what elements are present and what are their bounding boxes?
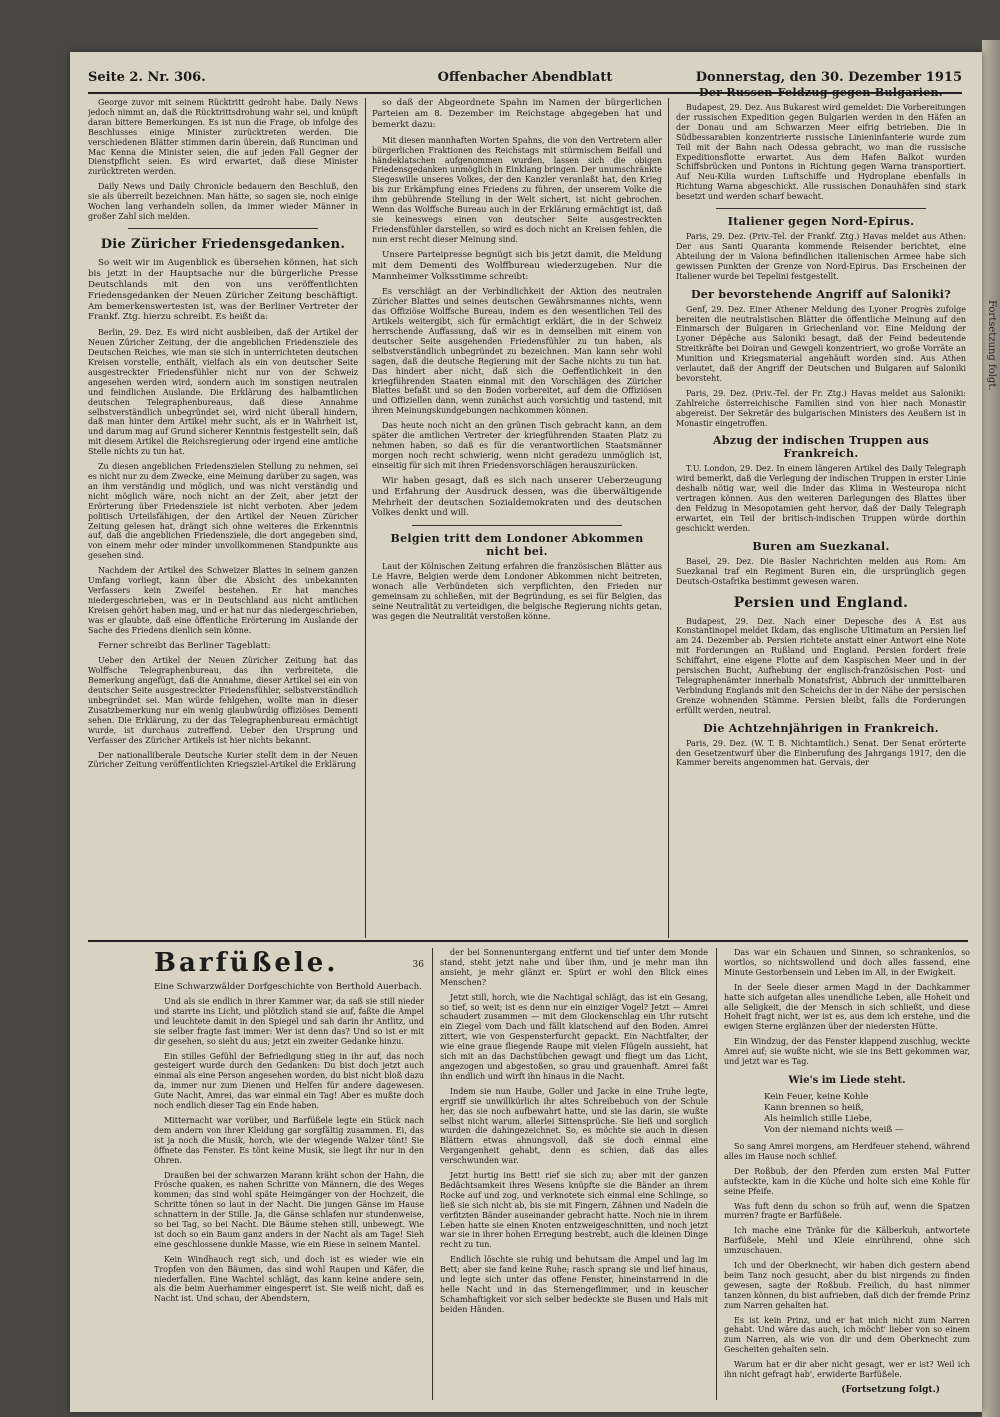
adjacent-page-edge [982, 40, 1000, 1417]
installment-number: 36 [412, 960, 424, 970]
article-text: Das heute noch nicht an den grünen Tisch gebracht kann, an dem später die amtlichen Vertreter der kriegführenden Staaten Platz zu nehmen haben, so daß es für die verantwortlichen Staatsmänner morgen noch recht schwierig, wenn nicht geradezu unmöglich ist, einseitig für sich mit ihren Friedensvorschlägen herauszurücken. [372, 421, 662, 470]
article-text: Genf, 29. Dez. Einer Athener Meldung des Lyoner Progrès zufolge bereiten die neutralstischen Blätter die öffentliche Meinung auf den Einmarsch der Bulgaren in Griechenland vor. Eine Meldung der Lyoner Dépêche aus Saloniki besagt, daß der Feind bedeutende Streitkräfte bei Doiran und Gewgeli konzentriert, wo große Vorräte an Munition und Kriegsmaterial angehäuft worden sind. Aus Athen verlautet, daß der Angriff der Deutschen und Bulgaren auf Saloniki bevorsteht. [676, 304, 966, 383]
article-text: Ueber den Artikel der Neuen Züricher Zeitung hat das Wolffsche Telegraphenbureau, das ihn verbreitete, die Bemerkung angefügt, daß die Annahme, dieser Artikel sei ein von deutscher Seite ausgestreckter Friedensfühler, selbstverständlich unbegründet sei. Man würde fehlgehen, wollte man in dieser Zusatzbemerkung nur ein wenig glaubwürdig offiziöses Dementi sehen. Die Erklärung, zu der das Telegraphenbureau ermächtigt wurde, ist durchaus zutreffend. Ueber den Ursprung und Verfasser des Züricher Artikels ist hier nichts bekannt. [88, 656, 358, 745]
article-text: Berlin, 29. Dez. Es wird nicht ausbleiben, daß der Artikel der Neuen Züricher Zeitung, der die angeblichen Friedensziele des Deutschen Reiches, wie man sie sich in unterrichteten deutschen Kreisen vorstelle, enthält, vielfach als ein von deutscher Seite ausgestreckter Friedensfühler nicht nur von der Schweiz angesehen werden wird, sondern auch im sonstigen neutralen und feindlichen Auslande. Die Erklärung des halbamtlichen deutschen Telegraphenbureaus, daß diese Annahme selbstverständlich unbegründet sei, wird nicht überall hindern, daß man hinter dem Artikel mehr sucht, als er in Wahrheit ist, und darum mag auf Grund sicherer Kenntnis festgestellt sein, daß mit diesem Artikel die Reichsregierung oder irgend eine amtliche Stelle nichts zu tun hat. [88, 328, 358, 457]
column-rule [365, 98, 366, 938]
headline: Belgien tritt dem Londoner Abkommen nicht bei. [390, 532, 644, 559]
column-rule [716, 948, 717, 1400]
column-2 [372, 98, 662, 938]
serial-column-1 [154, 948, 424, 1400]
headline: Die Züricher Friedensgedanken. [100, 236, 346, 252]
poem-title: Wie's im Liede steht. [788, 1074, 906, 1086]
serial-text: Es ist kein Prinz, und er hat mich nicht zum Narren gehabt. Und wäre das auch, ich möcht' lieber von so einem zum Narren, als wie von dir und dem Oberknecht zum Gescheiten gehalten sein. [724, 1315, 970, 1355]
serial-text: In der Seele dieser armen Magd in der Dachkammer hatte sich aufgetan alles unendliche Leben, alle Hoheit und alle Seligkeit, die der Mensch in sich schließt, und diese Hoheit fragt nicht, wer ist es, aus dem ich erstehe, und die ewigen Sterne erglänzen über der niedersten Hütte. [724, 982, 970, 1032]
serial-text: Warum hat er dir aber nicht gesagt, wer er ist? Weil ich ihn nicht gefragt hab', erwiderte Barfüßele. [724, 1360, 970, 1380]
serial-text: der bei Sonnenuntergang entfernt und tief unter dem Monde stand, steht jetzt nahe und über ihm, und je mehr man ihn ansieht, je mehr glänzt er. Spürt er wohl den Blick eines Menschen? [440, 948, 708, 987]
issue-date: Donnerstag, den 30. Dezember 1915 [695, 70, 962, 85]
adjacent-page-text: Fortsetzung folgt. [986, 300, 997, 391]
article-text: T.U. London, 29. Dez. In einem längeren Artikel des Daily Telegraph wird bemerkt, daß die Verlegung der indischen Truppen in erster Linie deshalb nötig war, weil die Inder das Klima in Westeuropa nicht vertragen können. Aus den weiteren Darlegungen des Blattes über den Feldzug in Mesopotamien geht hervor, daß der Daily Telegraph erwartet, ein Teil der britisch-indischen Truppen würde dorthin geschickt werden. [676, 464, 966, 533]
serial-text: Mitternacht war vorüber, und Barfüßele legte ein Stück nach dem andern von ihrer Kleidung gar sorgfältig zusammen. Ei, das ist ja noch die Musik, horch, wie der wiegende Walzer tönt! Sie öffnete das Fenster. Es tönt keine Musik, sie liegt ihr nur in den Ohren. [154, 1115, 424, 1165]
article-text: Daily News und Daily Chronicle bedauern den Beschluß, den sie als überreilt bezeichnen. Man hätte, so sagen sie, noch einige Wochen lang verhandeln sollen, da immer wieder Männer in großer Zahl sich melden. [88, 182, 358, 221]
article-text: Unsere Parteipresse begnügt sich bis jetzt damit, die Meldung mit dem Dementi des Wolffbureau wiederzugeben. Nur die Mannheimer Volksstimme schreibt: [372, 249, 662, 282]
serial-text: Der Roßbub, der den Pferden zum ersten Mal Futter aufsteckte, kam in die Küche und holte sich eine Kohle für seine Pfeife. [724, 1166, 970, 1196]
feuilleton-rule [88, 940, 968, 942]
newspaper-title: Offenbacher Abendblatt [437, 70, 613, 85]
headline: Der Russen-Feldzug gegen Bulgarien. [699, 86, 943, 99]
article-text: Paris, 29. Dez. (Priv.-Tel. der Fr. Ztg.) Havas meldet aus Saloniki: Zahlreiche österreichische Familien sind von hier nach Monastir abgereist. Der Sekretär des bulgarischen Ministers des Aeußern ist in Monastir eingetroffen. [676, 388, 966, 428]
article-text: George zuvor mit seinem Rücktritt gedroht habe. Daily News jedoch nimmt an, daß die Rücktrittsdrohung wahr sei, und knüpft daran bittere Bemerkungen. Es ist nun die Frage, ob infolge des Beschlusses einige Minister zurücktreten werden. Die verschiedenen Blätter stimmen darin überein, daß Runciman und Mac Kenna die Minister seien, die auf jeden Fall Gegner der Dienstpflicht seien. Es wird erwartet, daß diese Minister zurücktreten werden. [88, 98, 358, 177]
article-text: Der nationalliberale Deutsche Kurier stellt dem in der Neuen Züricher Zeitung veröffentlichten Kriegsziel-Artikel die Erklärung [88, 750, 358, 770]
article-text: Budapest, 29. Dez. Aus Bukarest wird gemeldet: Die Vorbereitungen der russischen Expedition gegen Bulgarien werden in den Häfen an der Donau und am Schwarzen Meer eifrig betrieben. Die in Südbessarabien konzentrierte russische Linieninfanterie wurde zum Teil mit der Bahn nach Odessa gebracht, wo man die russische Expeditionsflotte erwartet. Aus dem Hafen Balkot wurden Schiffsbrücken und Pontons in Richtung gegen Warna transportiert. Auf Neu-Kilia wurden Luftschiffe und Hydroplane ebenfalls in Richtung Warna abgeschickt. Alle russischen Donauhäfen sind stark besetzt und werden scharf bewacht. [676, 103, 966, 202]
serial-column-3 [724, 948, 970, 1400]
divider [716, 208, 926, 209]
poem [764, 1092, 970, 1136]
article-text: Budapest, 29. Dez. Nach einer Depesche des A Est aus Konstantinopel meldet Ikdam, das englische Ultimatum an Persien lief am 24. Dezember ab. Persien richtete anstatt einer Antwort eine Note mit Forderungen an Rußland und England. Persien fordert freie Schiffahrt, eine eigene Flotte auf dem Kaspischen Meer und in der persischen Bucht, Aufhebung der englisch-französischen Post- und Telegraphenämter innerhalb Monatsfrist, Abbruch der unmittelbaren Verbindung Englands mit den Scheichs der in der Nähe der persischen Grenze wohnenden Stämme. Persien bleibt, falls die Forderungen erfüllt werden, neutral. [676, 616, 966, 715]
serial-text: Jetzt still, horch, wie die Nachtigal schlägt, das ist ein Gesang, so tief, so weit; ist es denn nur ein einziger Vogel? Jetzt — Amrei schaudert zusammen — mit dem Glockenschlag ein Uhr rutscht ein Ziegel vom Dach und fällt klatschend auf den Boden. Amrei zittert, wie von Gespensterfurcht gepackt. Ein Nachtfalter, der wie eine graue fliegende Raupe mit vielen Flügeln aussieht, hat sich mit an das Dachstübchen gewagt und fliegt um das Licht, angezogen und abgestoßen, so grau und grauenhaft. Amrei faßt ihn endlich und wirft ihn hinaus in die Nacht. [440, 992, 708, 1081]
serial-text: Jetzt hurtig ins Bett! rief sie sich zu; aber mit der ganzen Bedächtsamkeit ihres Wesens knüpfte sie die Bänder an ihrem Rocke auf und zog, und verknotete sich einmal eine Schlinge, so ließ sie sich nicht ab, bis sie mit Fingern, Zähnen und Nadeln die verfitzten Bänder auseinander gebracht hatte. Noch nie in ihrem Leben hatte sie einen Knoten entzweigeschnitten, und noch jetzt war sie in ihrer hohen Erregung bestrebt, auch die kleinen Dinge recht zu tun. [440, 1171, 708, 1250]
serial-column-2 [440, 948, 708, 1400]
serial-text: Ich und der Oberknecht, wir haben dich gestern abend beim Tanz noch gesucht, aber du bist nirgends zu finden gewesen, sagte der Roßbub. Freilich, du hast nimmer tanzen können, du bist aufrieben, daß dich der fremde Prinz zum Narren gehalten hat. [724, 1261, 970, 1310]
serial-text: Was fuft denn du schon so früh auf, wenn die Spatzen murren? fragte er Barfüßele. [724, 1201, 970, 1221]
serial-subtitle: Eine Schwarzwälder Dorfgeschichte von Berthold Auerbach. [154, 982, 422, 992]
serial-text: Indem sie nun Haube, Goller und Jacke in eine Truhe legte, ergriff sie unwillkürlich ihr altes Schreibebuch von der Schule her, das sie noch aufbewahrt hatte, und sie las darin, sie wußte selbst nicht warum, allerlei Sittensprüche. Sie ließ und sorglich wurden die dahingezeichnet. So, es möchte sie auch in diesen Blättern etwas ahnungsvoll, daß sie doch einmal eine Vergangenheit gehabt, denn es schien, daß das alles verschwunden war. [440, 1086, 708, 1166]
article-text: Ferner schreibt das Berliner Tageblatt: [98, 640, 271, 651]
poem-line: Von der niemand nichts weiß — [764, 1124, 904, 1135]
serial-text: Kein Windhauch regt sich, und doch ist es wieder wie ein Tropfen von den Bäumen, das sind wohl Raupen und Käfer, die niederfallen. Eine Wachtel schlägt, das kann keine andere sein, als die beim Auerhammer eingesperrt ist. Sie weiß nicht, daß es Nacht ist. Und schau, der Abendstern, [154, 1254, 424, 1304]
page-number: Seite 2. Nr. 306. [88, 70, 206, 85]
column-rule [668, 98, 669, 938]
serial-text: Und als sie endlich in ihrer Kammer war, da saß sie still nieder und starrte ins Licht, und plötzlich stand sie auf, faßte die Ampel und leuchtete damit in den Spiegel und sah darin ihr Antlitz, und sie selber fragte fast immer: Wer ist denn das? Und so ist er mit dir gesehen, so sieht du aus; jetzt ein zweiter Gedanke hinzu. [154, 997, 424, 1046]
serial-text: Ein Windzug, der das Fenster klappend zuschlug, weckte Amrei auf; sie wußte nicht, wie sie ins Bett gekommen war, und jetzt war es Tag. [724, 1037, 970, 1067]
serial-text: Ein stilles Gefühl der Befriedigung stieg in ihr auf, das noch gesteigert wurde durch den Gedanken: Du bist doch jetzt auch einmal als eine Person angesehen worden, du bist nicht bloß dazu da, immer nur zum Dienen und Helfen für andere dagewesen. Gute Nacht, Amrei, das war einmal ein Tag! Aber es mußte doch noch endlich dieser Tag ein Ende haben. [154, 1051, 424, 1111]
article-text: Wir haben gesagt, daß es sich nach unserer Ueberzeugung und Erfahrung der Ausdruck dessen, was die überwältigende Mehrheit der deutschen Sozialdemokraten und des deutschen Volkes denkt und will. [372, 475, 662, 519]
article-text: Basel, 29. Dez. Die Basler Nachrichten melden aus Rom: Am Suezkanal traf ein Regiment Buren ein, die ursprünglich gegen Deutsch-Ostafrika bestimmt gewesen waren. [676, 556, 966, 586]
serial-title: Barfüßele. [154, 948, 339, 978]
serial-text: Ich mache eine Tränke für die Kälberkuh, antwortete Barfüßele, Mehl und Kleie einrührend, ohne sich umzuschauen. [724, 1226, 970, 1256]
column-rule [432, 948, 433, 1400]
article-text: Es verschlägt an der Verbindlichkeit der Aktion des neutralen Züricher Blattes und seines deutschen Gewährsmannes nichts, wenn das Offiziöse Wolffsche Bureau, indem es den wesentlichen Teil des Artikels weitergibt, sich für ermächtigt erklärt, die in der Schweiz herrschende Auffassung, daß wir es in demselben mit einem von deutscher Seite ausgehenden Friedensfühler zu tun haben, als selbstverständlich unbegründet zu bezeichnen. Man kann sehr wohl sagen, daß die deutsche Regierung mit der Sache nichts zu tun hat. Das hindert aber nicht, daß sich die Oeffentlichkeit in den kriegführenden Staaten einmal mit den Vorschlägen des Züricher Blattes befaßt und so den Boden vorbereitet, auf dem die Offiziösen und Offiziellen dann, wenn zunächst auch vorsichtig und tastend, mit ihren Meinungskundgebungen nachkommen können. [372, 287, 662, 416]
serial-text: Endlich löschte sie ruhig und behutsam die Ampel und lag im Bett; aber sie fand keine Ruhe; rasch sprang sie und lief hinaus, und legte sich unter das offene Fenster, hineinstarrend in die helle Nacht und in das Sternengeflimmer, und in keuscher Schamhaftigkeit vor sich selber bedeckte sie Busen und Hals mit beiden Händen. [440, 1255, 708, 1314]
column-3 [676, 80, 966, 938]
headline: Italiener gegen Nord-Epirus. [727, 215, 915, 229]
continued-note: (Fortsetzung folgt.) [841, 1385, 940, 1395]
article-text: Paris, 29. Dez. (Priv.-Tel. der Frankf. Ztg.) Havas meldet aus Athen: Der aus Santi Quaranta kommende Reisender berichtet, eine Abteilung der in Valona befindlichen italienischen Armee habe sich gewissen Punkten der Grenze von Nord-Epirus. Das Erscheinen der Italiener wurde bei Tepelini festgestellt. [676, 232, 966, 281]
divider [128, 228, 318, 229]
serial-text: Draußen bei der schwarzen Marann kräht schon der Hahn, die Frösche quaken, es nahen Schritte von Männern, die des Weges kommen; das sind wohl späte Heimgänger von der Hochzeit, die Schritte tönen so laut in der Nacht. Die jungen Gänse im Hause schnattern in der Stille. Ja, die Gänse schlafen nur stundenweise, so bei Tag, so bei Nacht. Die Bäume stehen still, unbewegt. Wie ist doch so ein Baum ganz anders in der Nacht als am Tage! Sieh eine geschlossene dunkle Masse, wie ein Riese in seinem Mantel. [154, 1170, 424, 1249]
article-text: Zu diesen angeblichen Friedenszielen Stellung zu nehmen, sei es nicht nur zu dem Zwecke, eine Meinung darüber zu sagen, was an ihm verständig und möglich, und was nicht verständig und nicht möglich wäre, noch nicht an der Zeit, aber jetzt der Erörterung über Friedensziele ist nicht verboten. Aber jedem politisch Urteilsfähigen, der den Artikel der Neuen Züricher Zeitung gelesen hat, drängt sich ohne weiteres die Erkenntnis auf, daß die angeblichen Friedensziele, die dort angegeben sind, von einem mehr oder minder unvollkommenen Standpunkte aus gesehen sind. [88, 462, 358, 561]
newspaper-page [70, 52, 982, 1412]
headline: Die Achtzehnjährigen in Frankreich. [703, 721, 939, 735]
article-text: So weit wir im Augenblick es übersehen können, hat sich bis jetzt in der Hauptsache nur die bürgerliche Presse Deutschlands mit den von uns veröffentlichten Friedensgedanken der Neuen Züricher Zeitung beschäftigt. Am bemerkenswertesten ist, was der Berliner Vertreter der Frankf. Ztg. hierzu schreibt. Es heißt da: [88, 257, 358, 323]
article-text: so daß der Abgeordnete Spahn im Namen der bürgerlichen Parteien am 8. Dezember im Reichstage abgegeben hat und bemerkt dazu: [372, 98, 662, 130]
article-text: Nachdem der Artikel des Schweizer Blattes in seinem ganzen Umfang vorliegt, kann über die Absicht des unbekannten Verfassers kein Zweifel bestehen. Er hat manches niedergeschrieben, was er in Deutschland aus nicht amtlichen Kreisen gehört haben mag, und er hat nur das niedergeschrieben, was er glaubte, daß eine öffentliche Erörterung im Auslande der Sache des Friedens dienlich sein könne. [88, 566, 358, 635]
headline: Abzug der indischen Truppen aus Frankreich. [712, 434, 930, 461]
serial-text: Das war ein Schauen und Sinnen, so schrankenlos, so wortlos, so nichtswollend und doch alles fassend, eine Minute Gestorbensein und Leben im All, in der Ewigkeit. [724, 948, 970, 977]
divider [412, 525, 622, 526]
poem-line: Kein Feuer, keine Kohle [764, 1091, 869, 1102]
poem-line: Kann brennen so heiß, [764, 1102, 864, 1113]
article-text: Paris, 29. Dez. (W. T. B. Nichtamtlich.) Senat. Der Senat erörterte den Gesetzentwurf über die Einberufung des Jahrgangs 1917, den die Kammer bereits angenommen hat. Gervais, der [676, 738, 966, 768]
article-text: Laut der Kölnischen Zeitung erfahren die französischen Blätter aus Le Havre, Belgien werde dem Londoner Abkommen nicht beitreten, wonach alle Verbündeten sich verpflichten, den Frieden nur gemeinsam zu schließen, mit der Begründung, es sei für Belgien, das seine Neutralität zu verteidigen, die belgische Regierung nichts getan, was gegen die Neutralität verstoßen könne. [372, 562, 662, 621]
headline: Buren am Suezkanal. [752, 539, 890, 553]
serial-text: So sang Amrei morgens, am Herdfeuer stehend, während alles im Hause noch schlief. [724, 1141, 970, 1161]
headline: Der bevorstehende Angriff auf Saloniki? [690, 287, 952, 301]
article-text: Mit diesen mannhaften Worten Spahns, die von den Vertretern aller bürgerlichen Fraktionen des Reichstags mit stürmischem Beifall und händeklatschen aufgenommen wurden, lassen sich die obigen Friedensgedanken unmöglich in Einklang bringen. Der unumschränkte Siegeswille unseres Volkes, der den Kanzler veranlaßt hat, den Krieg bis zur Erkämpfung eines Friedens zu führen, der unserem Volke die ihm gebührende Stellung in der Welt sichert, ist nicht gebrochen. Wenn das Wolffsche Bureau auch in der Erklärung ermächtigt ist, daß sie keineswegs einen von deutscher Seite ausgestreckten Friedensfühler darstellen, so wird es doch nicht an Kreisen fehlen, die nun erst recht dieser Meinung sind. [372, 135, 662, 244]
poem-line: Als heimlich stille Liebe, [764, 1113, 873, 1124]
headline: Persien und England. [733, 594, 909, 611]
column-1 [88, 98, 358, 938]
